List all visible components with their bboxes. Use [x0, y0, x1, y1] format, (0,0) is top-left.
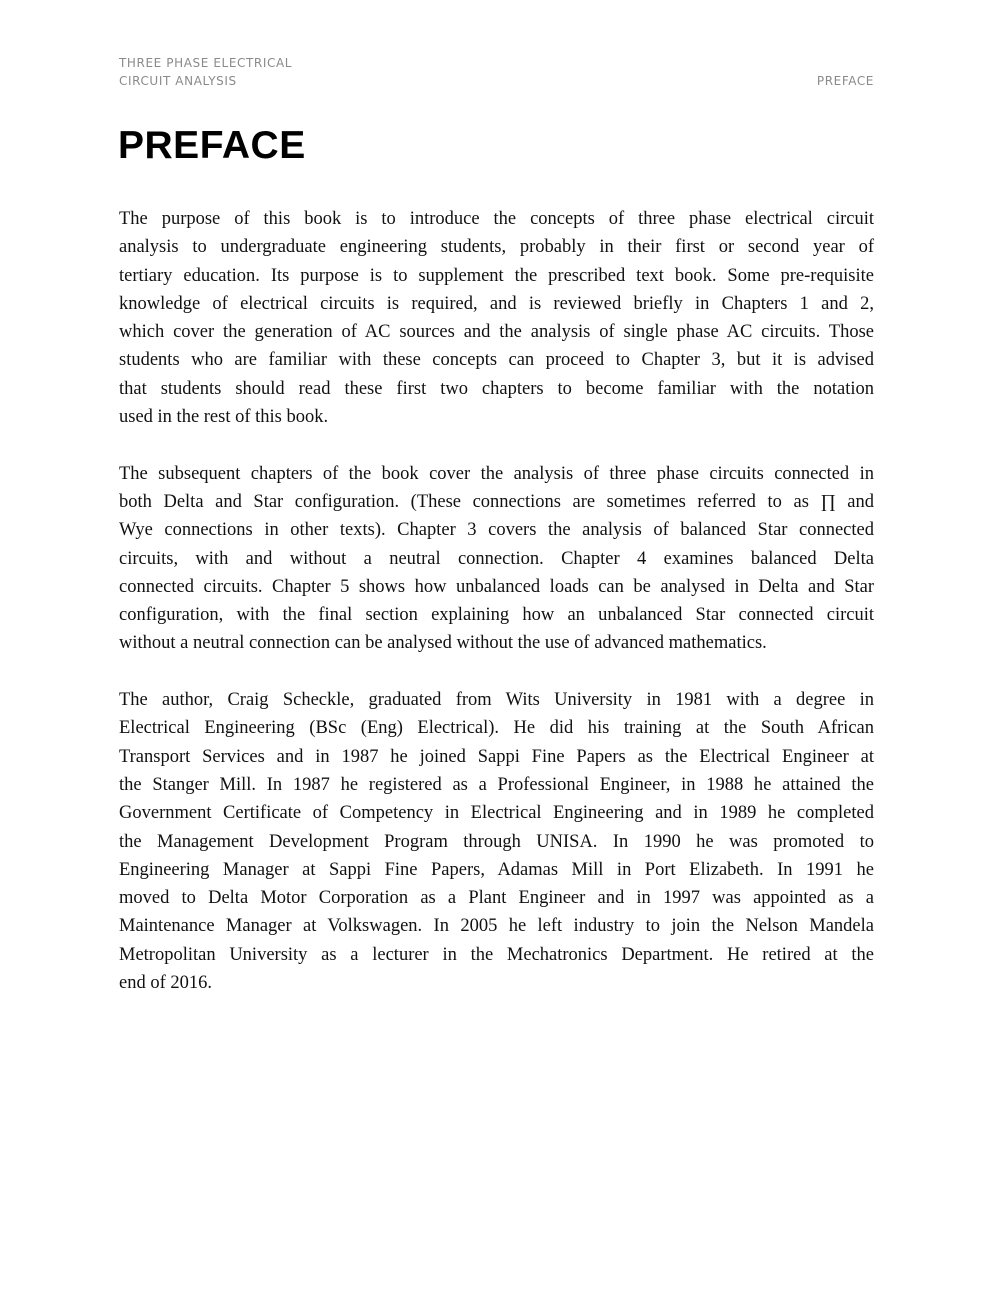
- text-line: end of 2016.: [119, 973, 212, 994]
- text-line: The purpose of this book is to introduce the concepts of three phase electrical circuit: [119, 209, 874, 229]
- paragraph: [119, 686, 874, 997]
- text-line: configuration, with the final section explaining how an unbalanced Star connected circuit: [119, 605, 874, 626]
- running-header-section: PREFACE: [816, 74, 874, 88]
- text-line: The subsequent chapters of the book cover the analysis of three phase circuits connected in: [119, 463, 874, 484]
- text-line: connected circuits. Chapter 5 shows how unbalanced loads can be analysed in Delta and Star: [119, 576, 874, 597]
- text-line: circuits, with and without a neutral connection. Chapter 4 examines balanced Delta: [119, 548, 874, 569]
- page-body: [119, 205, 874, 1026]
- text-line: moved to Delta Motor Corporation as a Plant Engineer and in 1997 was appointed as a: [119, 888, 874, 909]
- text-line: which cover the generation of AC sources and the analysis of single phase AC circuits. Those: [119, 322, 874, 343]
- text-line: Transport Services and in 1987 he joined Sappi Fine Papers as the Electrical Engineer at: [119, 746, 874, 767]
- text-line: tertiary education. Its purpose is to supplement the prescribed text book. Some pre-requisite: [119, 265, 874, 286]
- text-line: the Management Development Program through UNISA. In 1990 he was promoted to: [119, 831, 874, 852]
- text-line: analysis to undergraduate engineering students, probably in their first or second year of: [119, 237, 874, 258]
- text-line: The author, Craig Scheckle, graduated from Wits University in 1981 with a degree in: [119, 690, 874, 711]
- text-line: without a neutral connection can be analysed without the use of advanced mathematics.: [119, 633, 767, 654]
- text-line: students who are familiar with these concepts can proceed to Chapter 3, but it is advised: [119, 350, 874, 371]
- text-line: used in the rest of this book.: [119, 407, 329, 428]
- book-title-line-1: THREE PHASE ELECTRICAL: [119, 56, 293, 70]
- text-line: Metropolitan University as a lecturer in the Mechatronics Department. He retired at the: [119, 944, 874, 965]
- running-header-book-title: [119, 54, 292, 90]
- book-title-line-2: CIRCUIT ANALYSIS: [119, 74, 237, 88]
- text-line: the Stanger Mill. In 1987 he registered as a Professional Engineer, in 1988 he attained the: [119, 774, 874, 795]
- text-line: Maintenance Manager at Volkswagen. In 2005 he left industry to join the Nelson Mandela: [119, 916, 874, 937]
- text-line: both Delta and Star configuration. (These connections are sometimes referred to as ∏ and: [119, 491, 874, 512]
- text-line: Wye connections in other texts). Chapter 3 covers the analysis of balanced Star connected: [119, 520, 874, 541]
- paragraph: [119, 460, 874, 658]
- page-title: PREFACE: [118, 124, 306, 167]
- text-line: knowledge of electrical circuits is required, and is reviewed briefly in Chapters 1 and 2,: [119, 293, 874, 314]
- text-line: Government Certificate of Competency in Electrical Engineering and in 1989 he completed: [119, 803, 874, 824]
- text-line: Engineering Manager at Sappi Fine Papers, Adamas Mill in Port Elizabeth. In 1991 he: [119, 859, 874, 880]
- paragraph: [119, 205, 874, 431]
- text-line: that students should read these first two chapters to become familiar with the notation: [119, 378, 874, 399]
- text-line: Electrical Engineering (BSc (Eng) Electrical). He did his training at the South African: [119, 718, 874, 739]
